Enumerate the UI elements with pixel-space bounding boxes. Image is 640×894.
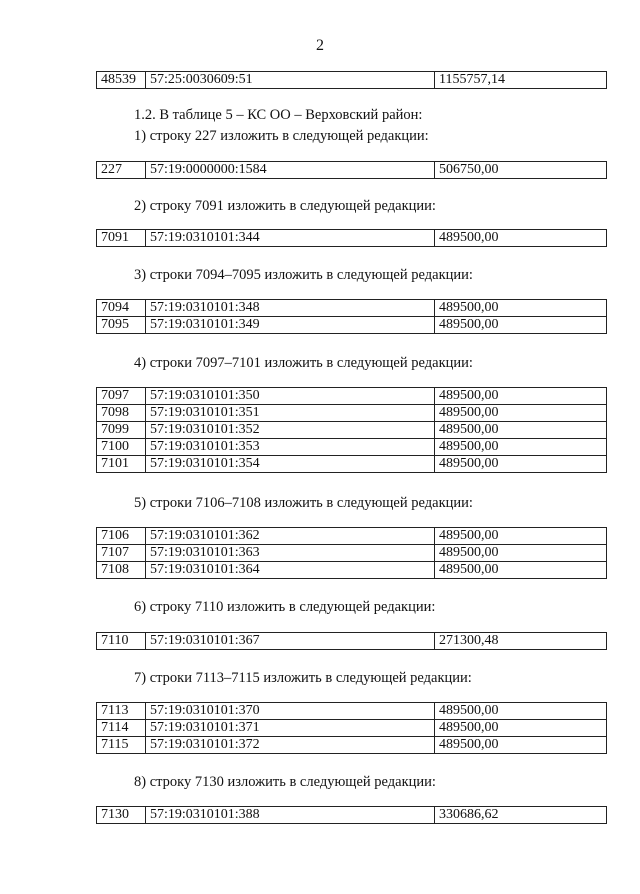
table-row [97,633,607,650]
cadastral-number-cell: 57:19:0310101:362 [146,528,435,545]
row-number-cell: 7114 [97,720,146,737]
cadastral-number-cell: 57:19:0310101:350 [146,388,435,405]
row-number-cell: 7101 [97,456,146,473]
table-row [97,230,607,247]
cadastral-number-cell: 57:19:0310101:370 [146,703,435,720]
row-number-cell: 7113 [97,703,146,720]
row-number-cell: 7106 [97,528,146,545]
table-block-7 [96,702,607,754]
row-number-cell: 7110 [97,633,146,650]
table-row [97,562,607,579]
section-heading: 1.2. В таблице 5 – КС ОО – Верховский район: [134,107,423,123]
table-block-4 [96,387,607,473]
row-number-cell: 7115 [97,737,146,754]
table-block-1 [96,161,607,179]
instruction-8: 8) строку 7130 изложить в следующей редакции: [134,774,436,790]
value-cell: 489500,00 [435,456,607,473]
table-block-6 [96,632,607,650]
value-cell: 330686,62 [435,807,607,824]
row-number-cell: 7097 [97,388,146,405]
value-cell: 271300,48 [435,633,607,650]
table-block-8 [96,806,607,824]
value-cell: 489500,00 [435,562,607,579]
value-cell: 489500,00 [435,737,607,754]
row-number-cell: 7098 [97,405,146,422]
cadastral-number-cell: 57:19:0310101:371 [146,720,435,737]
row-number-cell: 7099 [97,422,146,439]
table-row [97,720,607,737]
value-cell: 506750,00 [435,162,607,179]
table-row [97,439,607,456]
instruction-1: 1) строку 227 изложить в следующей редакции: [134,128,429,144]
table-row [97,405,607,422]
instruction-3: 3) строки 7094–7095 изложить в следующей редакции: [134,267,473,283]
table-row [97,388,607,405]
cadastral-number-cell: 57:19:0310101:344 [146,230,435,247]
value-cell: 489500,00 [435,422,607,439]
table-row [97,528,607,545]
table-top [96,71,607,89]
row-number-cell: 7100 [97,439,146,456]
row-number-cell: 227 [97,162,146,179]
cadastral-number-cell: 57:19:0310101:388 [146,807,435,824]
cadastral-number-cell: 57:19:0310101:363 [146,545,435,562]
value-cell: 489500,00 [435,703,607,720]
row-number-cell: 7107 [97,545,146,562]
value-cell: 489500,00 [435,405,607,422]
table-row [97,545,607,562]
row-number-cell: 7130 [97,807,146,824]
row-number-cell: 7095 [97,317,146,334]
cadastral-number-cell: 57:19:0310101:351 [146,405,435,422]
instruction-6: 6) строку 7110 изложить в следующей редакции: [134,599,436,615]
row-number-cell: 7108 [97,562,146,579]
table-row [97,300,607,317]
cadastral-number-cell: 57:19:0310101:372 [146,737,435,754]
value-cell: 489500,00 [435,545,607,562]
table-block-5 [96,527,607,579]
table-block-2 [96,229,607,247]
cadastral-number-cell: 57:19:0310101:364 [146,562,435,579]
value-cell: 489500,00 [435,388,607,405]
value-cell: 489500,00 [435,300,607,317]
table-row [97,737,607,754]
table-row [97,72,607,89]
table-row [97,807,607,824]
value-cell: 1155757,14 [435,72,607,89]
cadastral-number-cell: 57:19:0310101:349 [146,317,435,334]
table-row [97,456,607,473]
row-number-cell: 48539 [97,72,146,89]
cadastral-number-cell: 57:19:0310101:354 [146,456,435,473]
instruction-2: 2) строку 7091 изложить в следующей редакции: [134,198,436,214]
row-number-cell: 7094 [97,300,146,317]
page-number: 2 [316,37,324,54]
row-number-cell: 7091 [97,230,146,247]
table-row [97,317,607,334]
value-cell: 489500,00 [435,528,607,545]
table-row [97,422,607,439]
instruction-5: 5) строки 7106–7108 изложить в следующей редакции: [134,495,473,511]
table-row [97,703,607,720]
value-cell: 489500,00 [435,439,607,456]
cadastral-number-cell: 57:19:0310101:367 [146,633,435,650]
value-cell: 489500,00 [435,720,607,737]
table-row [97,162,607,179]
cadastral-number-cell: 57:19:0310101:353 [146,439,435,456]
value-cell: 489500,00 [435,230,607,247]
instruction-7: 7) строки 7113–7115 изложить в следующей редакции: [134,670,472,686]
cadastral-number-cell: 57:19:0310101:352 [146,422,435,439]
table-block-3 [96,299,607,334]
cadastral-number-cell: 57:19:0000000:1584 [146,162,435,179]
cadastral-number-cell: 57:19:0310101:348 [146,300,435,317]
instruction-4: 4) строки 7097–7101 изложить в следующей редакции: [134,355,473,371]
value-cell: 489500,00 [435,317,607,334]
cadastral-number-cell: 57:25:0030609:51 [146,72,435,89]
